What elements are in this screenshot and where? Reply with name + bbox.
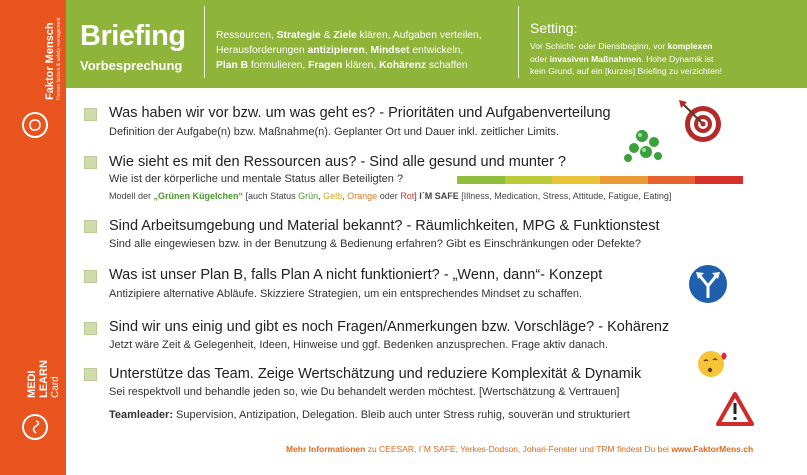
header-divider <box>204 6 205 78</box>
warning-sign-icon <box>716 392 754 426</box>
item-3-question: Sind Arbeitsumgebung und Material bekannt? - Räumlichkeiten, MPG & Funktionstest <box>109 218 660 234</box>
status-segment <box>648 176 696 184</box>
item-4-question: Was ist unser Plan B, falls Plan A nicht funktioniert? - „Wenn, dann“- Konzept <box>109 267 603 283</box>
page-title: Briefing <box>80 20 186 52</box>
snake-logo-icon <box>29 420 43 434</box>
status-color-bar <box>457 176 743 184</box>
footer-info: Mehr Informationen zu CEESAR, I´M SAFE, Yerkes-Dodson, Johari-Fenster und TRM findest Du bei www.FaktorMens.ch <box>286 444 754 454</box>
setting-title: Setting: <box>530 20 578 36</box>
header-summary: Ressourcen, Strategie & Ziele klären, Aufgaben verteilen, Herausforderungen antizipieren, Mindset entwickeln, Plan B formulieren, Fragen klären, Kohärenz schaffen <box>216 30 482 71</box>
status-segment <box>552 176 600 184</box>
header-divider <box>518 6 519 78</box>
checkbox-item-4[interactable] <box>84 270 97 283</box>
item-1-question: Was haben wir vor bzw. um was geht es? - Prioritäten und Aufgabenverteilung <box>109 105 611 121</box>
item-5-detail: Jetzt wäre Zeit & Gelegenheit, Ideen, Hinweise und ggf. Bedenken anzusprechen. Frage aktiv danach. <box>109 339 608 351</box>
green-balls-icon <box>622 128 666 164</box>
item-2-question: Wie sieht es mit den Ressourcen aus? - Sind alle gesund und munter ? <box>109 154 566 170</box>
item-6-question: Unterstütze das Team. Zeige Wertschätzung und reduziere Komplexität & Dynamik <box>109 366 642 382</box>
split-arrow-sign-icon <box>686 262 730 306</box>
status-segment <box>695 176 743 184</box>
kiss-emoji-icon <box>696 348 730 380</box>
status-segment <box>505 176 553 184</box>
item-3-detail: Sind alle eingewiesen bzw. in der Benutzung & Bedienung erfahren? Gibt es Einschränkungen oder Defekte? <box>109 238 642 250</box>
status-segment <box>600 176 648 184</box>
medi-brand-line3: Card <box>50 376 61 398</box>
medi-brand-line1: MEDI <box>26 370 38 398</box>
brand-name: Faktor Mensch <box>44 22 56 100</box>
target-icon <box>677 98 723 144</box>
checkbox-item-3[interactable] <box>84 220 97 233</box>
item-2-model-note: Modell der „Grünen Kügelchen“ [auch Status Grün, Gelb, Orange oder Rot] I´M SAFE [Illness, Medication, Stress, Attitude, Fatigue, Eating] <box>109 191 672 201</box>
item-2-detail: Wie ist der körperliche und mentale Status aller Beteiligten ? <box>109 173 404 185</box>
brain-logo-icon <box>27 117 43 133</box>
header-bar <box>66 0 807 88</box>
item-5-question: Sind wir uns einig und gibt es noch Fragen/Anmerkungen bzw. Vorschläge? - Kohärenz <box>109 319 670 335</box>
setting-text: Vor Schicht- oder Dienstbeginn, vor komplexen oder invasiven Maßnahmen. Hohe Dynamik ist kein Grund, auf ein [kurzes] Briefing zu verzichten! <box>530 41 723 76</box>
footer-link[interactable]: www.FaktorMens.ch <box>671 444 754 454</box>
page-subtitle: Vorbesprechung <box>80 58 183 73</box>
item-4-detail: Antizipiere alternative Abläufe. Skizziere Strategien, um ein entsprechendes Mindset zu schaffen. <box>109 288 583 300</box>
medi-brand-line2: LEARN <box>38 360 50 398</box>
status-segment <box>457 176 505 184</box>
checkbox-item-2[interactable] <box>84 156 97 169</box>
item-1-detail: Definition der Aufgabe(n) bzw. Maßnahme(n). Geplanter Ort und Dauer inkl. zeitlicher Limits. <box>109 126 559 138</box>
checkbox-item-6[interactable] <box>84 368 97 381</box>
item-6-detail: Sei respektvoll und behandle jeden so, wie Du behandelt werden möchtest. [Wertschätzung & Vertrauen] <box>109 386 620 398</box>
teamleader-note: Teamleader: Supervision, Antizipation, Delegation. Bleib auch unter Stress ruhig, souverän und strukturiert <box>109 409 630 421</box>
checkbox-item-1[interactable] <box>84 108 97 121</box>
checkbox-item-5[interactable] <box>84 322 97 335</box>
brand-tagline: Human factors & safety management <box>56 17 62 100</box>
sidebar-strip <box>0 0 66 475</box>
